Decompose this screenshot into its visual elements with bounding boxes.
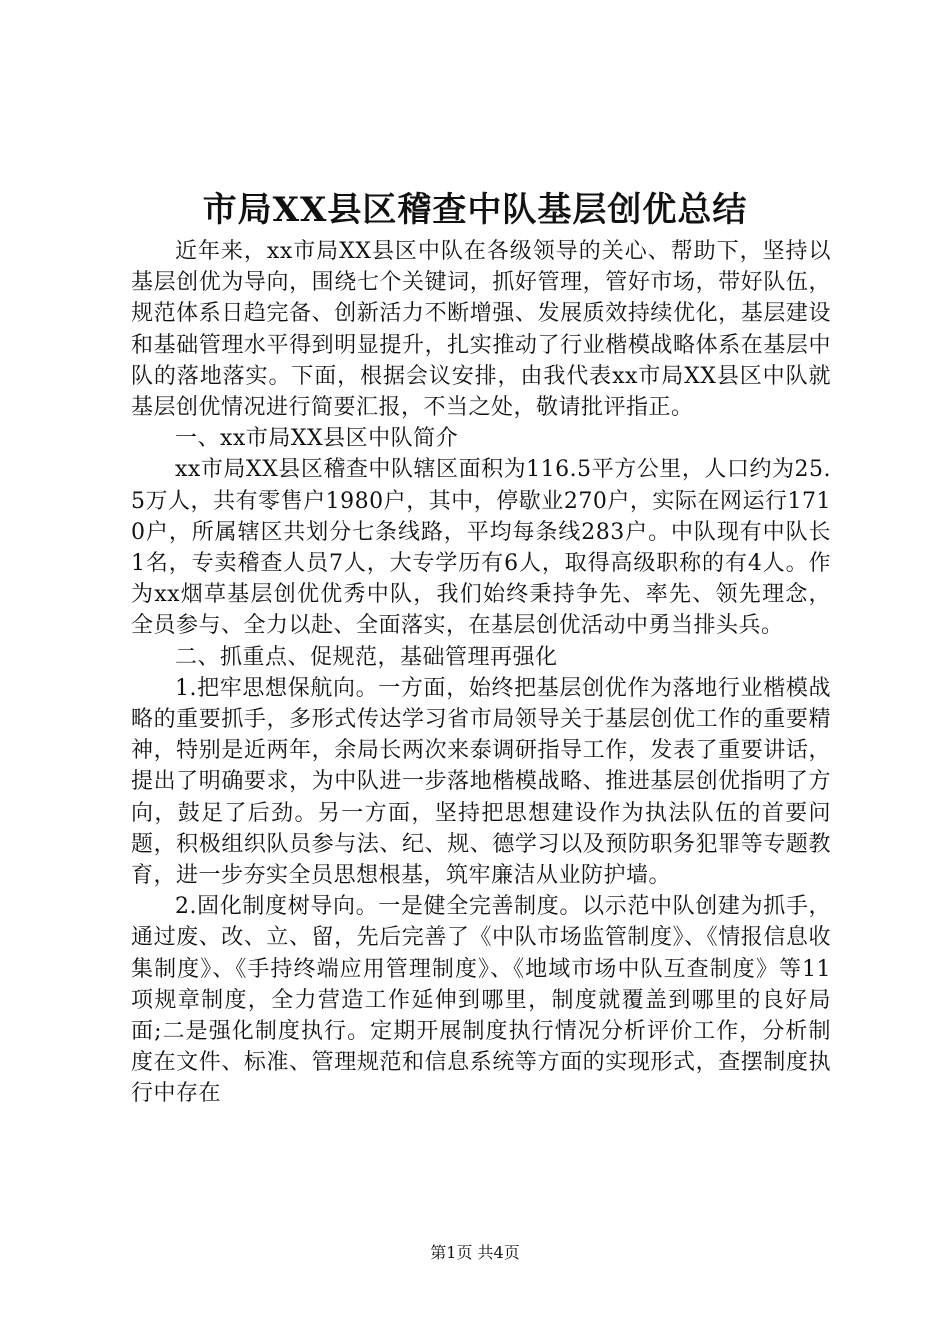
document-title: 市局XX县区稽查中队基层创优总结 <box>202 190 748 230</box>
document-body <box>131 236 831 1110</box>
page-number: 第1页 共4页 <box>430 1243 520 1262</box>
paragraph-profile: xx市局XX县区稽查中队辖区面积为116.5平方公里，人口约为25.5万人，共有零售户1980户，其中，停歇业270户，实际在网运行1710户，所属辖区共划分七条线路，平均每条线283户。中队现有中队长1名，专卖稽查人员7人，大专学历有6人，取得高级职称的有4人。作为xx烟草基层创优优秀中队，我们始终秉持争先、率先、领先理念，全员参与、全力以赴、全面落实，在基层创优活动中勇当排头兵。 <box>131 457 831 639</box>
paragraph-item-2: 2.固化制度树导向。一是健全完善制度。以示范中队创建为抓手，通过废、改、立、留，先后完善了《中队市场监管制度》、《情报信息收集制度》、《手持终端应用管理制度》、《地域市场中队互查制度》等11项规章制度，全力营造工作延伸到哪里，制度就覆盖到哪里的良好局面;二是强化制度执行。定期开展制度执行情况分析评价工作，分析制度在文件、标准、管理规范和信息系统等方面的实现形式，查摆制度执行中存在 <box>131 894 831 1107</box>
section-heading-1: 一、xx市局XX县区中队简介 <box>175 426 459 452</box>
paragraph-item-1: 1.把牢思想保航向。一方面，始终把基层创优作为落地行业楷模战略的重要抓手，多形式传达学习省市局领导关于基层创优工作的重要精神，特别是近两年，余局长两次来泰调研指导工作，发表了重要讲话，提出了明确要求，为中队进一步落地楷模战略、推进基层创优指明了方向，鼓足了后劲。另一方面，坚持把思想建设作为执法队伍的首要问题，积极组织队员参与法、纪、规、德学习以及预防职务犯罪等专题教育，进一步夯实全员思想根基，筑牢廉洁从业防护墙。 <box>131 675 831 889</box>
paragraph-intro: 近年来，xx市局XX县区中队在各级领导的关心、帮助下，坚持以基层创优为导向，围绕七个关键词，抓好管理，管好市场，带好队伍，规范体系日趋完备、创新活力不断增强、发展质效持续优化，基层建设和基础管理水平得到明显提升，扎实推动了行业楷模战略体系在基层中队的落地落实。下面，根据会议安排，由我代表xx市局XX县区中队就基层创优情况进行简要汇报，不当之处，敬请批评指正。 <box>131 239 831 421</box>
section-heading-2: 二、抓重点、促规范，基础管理再强化 <box>175 644 558 670</box>
